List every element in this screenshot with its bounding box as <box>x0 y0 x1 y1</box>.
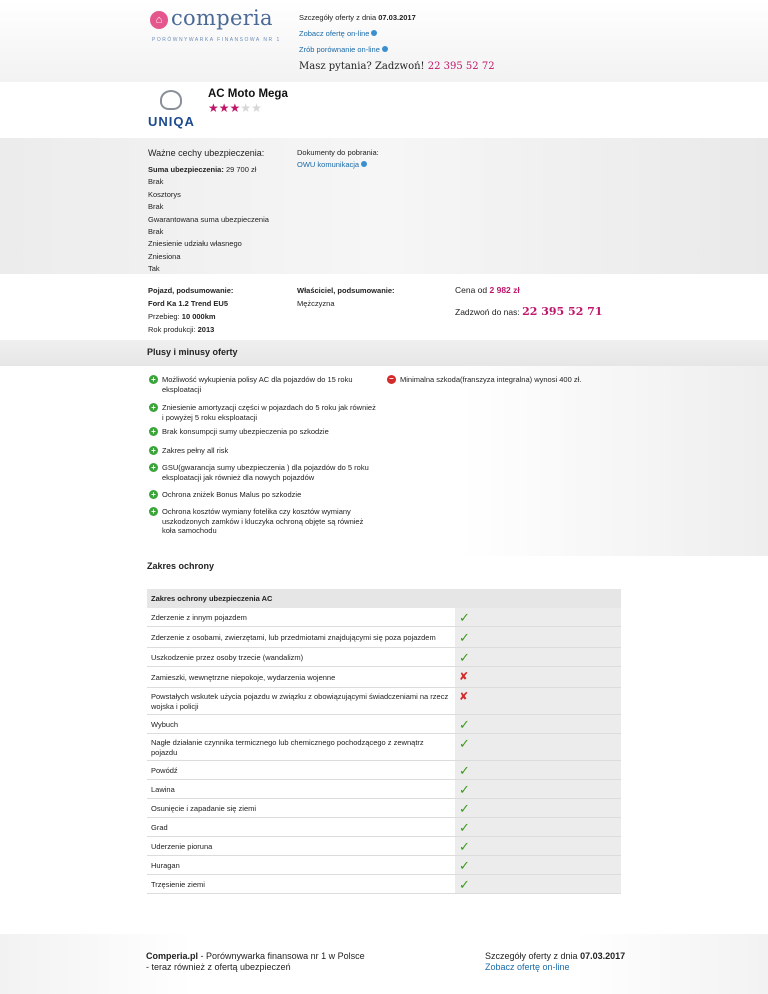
footer-brand-block <box>146 951 365 973</box>
uniqa-logo-text: UNIQA <box>148 114 195 129</box>
star-filled-icon: ★ <box>218 101 230 115</box>
check-icon: ✓ <box>459 650 470 665</box>
check-icon: ✓ <box>459 717 470 732</box>
footer-line2: - teraz również z ofertą ubezpieczeń <box>146 962 291 972</box>
coverage-label: Zamieszki, wewnętrzne niepokoje, wydarzenia wojenne <box>151 673 336 682</box>
coverage-label: Uszkodzenie przez osoby trzecie (wandalizm) <box>151 653 304 662</box>
uniqa-logo <box>148 90 196 130</box>
view-online-row <box>299 29 416 45</box>
pro-text: Zakres pełny all risk <box>162 446 229 455</box>
feature-line: Kosztorys <box>148 189 181 199</box>
pro-item <box>149 490 379 500</box>
star-empty-icon: ★ <box>251 101 262 115</box>
documents-title: Dokumenty do pobrania: <box>297 148 379 157</box>
coverage-row <box>147 715 621 734</box>
pros-cons-section <box>0 366 768 556</box>
coverage-label: Powstałych wskutek użycia pojazdu w związku z obowiązującymi świadczeniami na rzecz wojska i policji <box>151 692 449 711</box>
features-section <box>0 138 768 274</box>
question-phone[interactable]: 22 395 52 72 <box>427 61 495 72</box>
check-icon: ✓ <box>459 839 470 854</box>
feature-line: Brak <box>148 177 164 187</box>
con-item <box>387 375 647 385</box>
coverage-table-header: Zakres ochrony ubezpieczenia AC <box>147 589 621 608</box>
pro-item <box>149 375 379 394</box>
star-filled-icon: ★ <box>229 101 241 115</box>
coverage-row <box>147 688 621 715</box>
check-icon: ✓ <box>459 782 470 797</box>
coverage-label: Grad <box>151 823 168 832</box>
pro-text: Ochrona zniżek Bonus Malus po szkodzie <box>162 490 302 499</box>
owu-document-link[interactable]: OWU komunikacja <box>297 160 360 169</box>
coverage-label: Lawina <box>151 785 175 794</box>
pro-text: Brak konsumpcji sumy ubezpieczenia po szkodzie <box>162 427 329 436</box>
owner-summary <box>297 284 395 310</box>
year-label: Rok produkcji: <box>148 325 196 334</box>
footer-view-online-link[interactable]: Zobacz ofertę on-line <box>485 962 570 972</box>
coverage-table-body <box>147 608 621 894</box>
coverage-row <box>147 818 621 837</box>
logo-tagline: PORÓWNYWARKA FINANSOWA NR 1 <box>152 37 281 43</box>
pro-text: GSU(gwarancja sumy ubezpieczenia ) dla pojazdów do 5 roku eksploatacji jak również dla nowych pojazdów <box>162 463 369 482</box>
check-icon: ✓ <box>459 820 470 835</box>
call-phone[interactable]: 22 395 52 71 <box>522 305 603 318</box>
compare-online-link[interactable]: Zrób porównanie on-line <box>299 45 380 54</box>
feature-line: Brak <box>148 226 164 236</box>
feature-line: Zniesienie udziału własnego <box>148 239 242 249</box>
offer-date-prefix: Szczegóły oferty z dnia <box>299 13 377 22</box>
sum-line <box>148 164 269 176</box>
price-line <box>455 285 520 295</box>
check-icon: ✓ <box>459 763 470 778</box>
pro-text: Zniesienie amortyzacji części w pojazdach do 5 roku jak również i powyżej 5 roku eksploatacji <box>162 403 376 422</box>
mileage-label: Przebieg: <box>148 312 180 321</box>
page-header <box>0 0 768 82</box>
offer-date-line <box>299 13 416 29</box>
features-list <box>148 164 269 276</box>
coverage-row <box>147 627 621 648</box>
check-icon: ✓ <box>459 877 470 892</box>
coverage-label: Zderzenie z innym pojazdem <box>151 613 247 622</box>
coverage-label: Powódź <box>151 766 178 775</box>
pro-item <box>149 463 379 482</box>
check-icon: ✓ <box>459 630 470 645</box>
footer-offer-prefix: Szczegóły oferty z dnia <box>485 951 578 961</box>
coverage-row <box>147 799 621 818</box>
plus-circle-icon: + <box>149 463 158 472</box>
pro-item <box>149 507 379 536</box>
summary-section <box>0 274 768 340</box>
coverage-table <box>147 589 621 894</box>
documents-row <box>297 160 367 169</box>
offer-date: 07.03.2017 <box>378 13 416 22</box>
coverage-row <box>147 761 621 780</box>
coverage-row <box>147 780 621 799</box>
owner-title: Właściciel, podsumowanie: <box>297 286 395 295</box>
cross-icon: ✘ <box>459 691 469 703</box>
question-text: Masz pytania? Zadzwoń! <box>299 61 425 72</box>
coverage-label: Huragan <box>151 861 180 870</box>
arrow-circle-icon <box>382 46 388 52</box>
vehicle-summary <box>148 284 233 336</box>
check-icon: ✓ <box>459 801 470 816</box>
price-label: Cena od <box>455 285 488 295</box>
footer-offer-block <box>485 951 625 973</box>
check-icon: ✓ <box>459 736 470 751</box>
coverage-label: Trzęsienie ziemi <box>151 880 205 889</box>
plus-circle-icon: + <box>149 446 158 455</box>
footer-offer-date: 07.03.2017 <box>580 951 626 961</box>
coverage-label: Zderzenie z osobami, zwierzętami, lub przedmiotami znajdującymi się poza pojazdem <box>151 633 436 642</box>
coverage-row <box>147 667 621 688</box>
cross-icon: ✘ <box>459 671 469 683</box>
coverage-label: Osunięcie i zapadanie się ziemi <box>151 804 257 813</box>
compare-online-row <box>299 45 416 61</box>
year-value: 2013 <box>197 325 215 334</box>
pro-item <box>149 403 379 422</box>
question-line <box>299 61 495 72</box>
plus-circle-icon: + <box>149 427 158 436</box>
product-title: AC Moto Mega <box>208 88 288 100</box>
page-footer <box>0 934 768 994</box>
features-title: Ważne cechy ubezpieczenia: <box>148 148 265 158</box>
coverage-row <box>147 875 621 894</box>
call-label: Zadzwoń do nas: <box>455 307 520 317</box>
plus-circle-icon: + <box>149 375 158 384</box>
plus-circle-icon: + <box>149 507 158 516</box>
feature-line: Gwarantowana suma ubezpieczenia <box>148 214 269 224</box>
owner-value: Mężczyzna <box>297 299 335 308</box>
pro-item <box>149 427 379 437</box>
sum-label: Suma ubezpieczenia: <box>148 165 224 174</box>
star-empty-icon: ★ <box>240 101 252 115</box>
coverage-row <box>147 648 621 667</box>
feature-line: Zniesiona <box>148 251 181 261</box>
pros-cons-title: Plusy i minusy oferty <box>147 347 238 357</box>
feature-line: Brak <box>148 202 164 212</box>
mileage-value: 10 000km <box>181 312 216 321</box>
footer-brand: Comperia.pl <box>146 951 199 961</box>
arrow-circle-icon <box>371 30 377 36</box>
call-line <box>455 305 602 318</box>
arrow-circle-icon <box>361 161 367 167</box>
price-value: 2 982 zł <box>489 285 520 295</box>
uniqa-logo-mark <box>160 90 182 110</box>
coverage-row <box>147 734 621 761</box>
coverage-label: Uderzenie pioruna <box>151 842 213 851</box>
coverage-section-title: Zakres ochrony <box>147 561 215 571</box>
view-online-link[interactable]: Zobacz ofertę on-line <box>299 29 370 38</box>
logo-text: comperia <box>171 6 273 30</box>
plus-circle-icon: + <box>149 403 158 412</box>
con-text: Minimalna szkoda(franszyza integralna) wynosi 400 zł. <box>400 375 582 384</box>
rating-stars <box>208 101 262 115</box>
sum-value: 29 700 zł <box>225 165 257 174</box>
minus-circle-icon: – <box>387 375 396 384</box>
pro-text: Ochrona kosztów wymiany fotelika czy kosztów wymiany uszkodzonych zamków i kluczyka ochroną objęte są również koła samochodu <box>162 507 364 535</box>
coverage-row <box>147 837 621 856</box>
check-icon: ✓ <box>459 858 470 873</box>
check-icon: ✓ <box>459 610 470 625</box>
coverage-label: Wybuch <box>151 720 179 729</box>
coverage-label: Nagłe działanie czynnika termicznego lub chemicznego pochodzącego z zewnątrz pojazdu <box>151 738 424 757</box>
header-links <box>299 13 416 61</box>
pro-text: Możliwość wykupienia polisy AC dla pojazdów do 15 roku eksploatacji <box>162 375 353 394</box>
product-header <box>0 82 768 138</box>
plus-circle-icon: + <box>149 490 158 499</box>
feature-line: Tak <box>148 264 160 274</box>
comperia-logo[interactable] <box>150 6 281 48</box>
coverage-row <box>147 608 621 627</box>
pros-cons-header <box>0 340 768 366</box>
vehicle-name: Ford Ka 1.2 Trend EU5 <box>148 299 229 308</box>
pro-item <box>149 446 379 456</box>
comperia-logo-icon: ⌂ <box>150 11 168 29</box>
coverage-row <box>147 856 621 875</box>
star-filled-icon: ★ <box>208 101 219 115</box>
vehicle-title: Pojazd, podsumowanie: <box>148 286 234 295</box>
footer-line1: - Porównywarka finansowa nr 1 w Polsce <box>200 951 365 961</box>
